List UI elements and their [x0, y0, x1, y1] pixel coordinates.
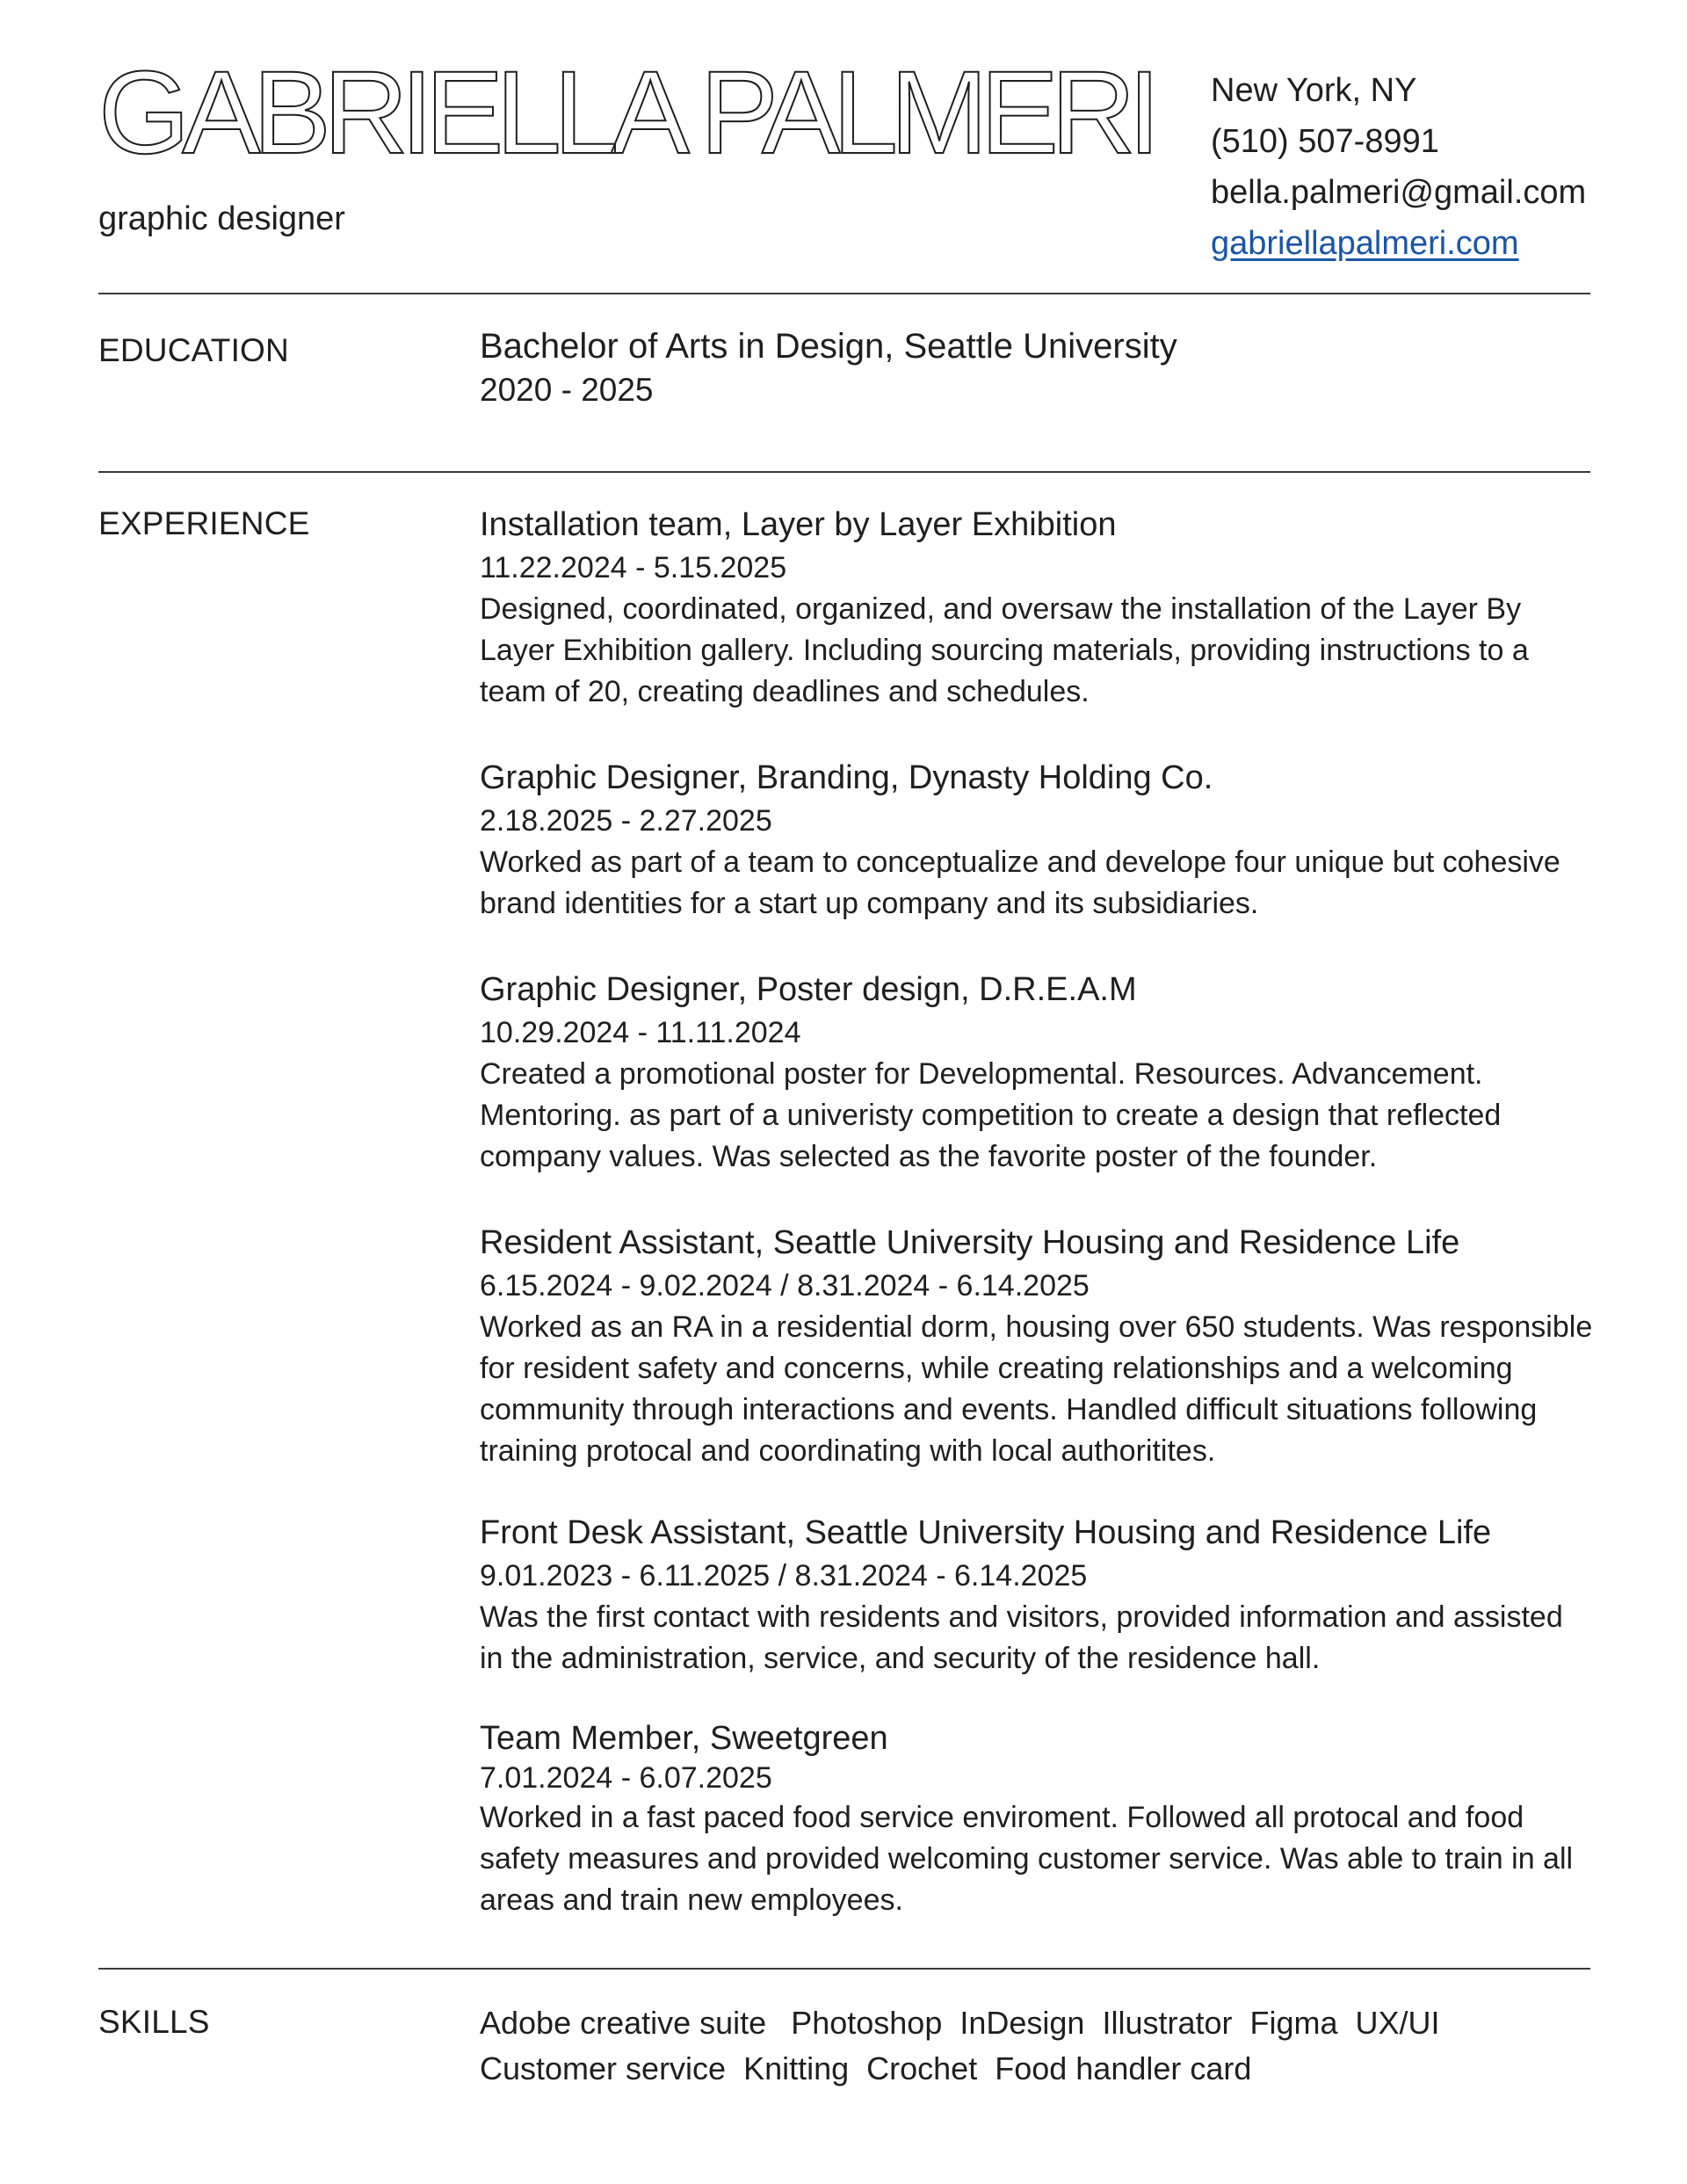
- skill-item: Knitting: [743, 2050, 850, 2086]
- skill-item: UX/UI: [1355, 2005, 1440, 2041]
- experience-title: Installation team, Layer by Layer Exhibition: [480, 506, 1117, 543]
- experience-title: Graphic Designer, Branding, Dynasty Holding Co.: [480, 759, 1213, 796]
- candidate-role: graphic designer: [98, 200, 345, 237]
- education-heading: EDUCATION: [98, 332, 289, 368]
- experience-title: Resident Assistant, Seattle University Housing and Residence Life: [480, 1224, 1460, 1261]
- experience-item: [480, 503, 1622, 713]
- experience-title: Front Desk Assistant, Seattle University Housing and Residence Life: [480, 1514, 1492, 1551]
- experience-item: [480, 1511, 1622, 1680]
- contact-phone: (510) 507-8991: [1211, 123, 1439, 160]
- skill-item: InDesign: [959, 2005, 1085, 2041]
- skill-item: Illustrator: [1102, 2005, 1233, 2041]
- skill-item: Food handler card: [995, 2050, 1252, 2086]
- experience-dates: 9.01.2023 - 6.11.2025 / 8.31.2024 - 6.14.2025: [480, 1559, 1088, 1593]
- skills-heading: SKILLS: [98, 2004, 210, 2040]
- experience-item: [480, 1221, 1622, 1472]
- experience-heading: EXPERIENCE: [98, 505, 310, 541]
- experience-item: [480, 968, 1622, 1178]
- experience-item: [480, 756, 1622, 925]
- experience-title: Team Member, Sweetgreen: [480, 1720, 888, 1757]
- candidate-name: GABRIELLA PALMERI: [98, 47, 1153, 178]
- experience-dates: 6.15.2024 - 9.02.2024 / 8.31.2024 - 6.14.2025: [480, 1269, 1090, 1302]
- experience-description: Designed, coordinated, organized, and oversaw the installation of the Layer By Layer Exhibition gallery. Including sourcing materials, providing instructions to a team of 20, creating deadlines and schedules.: [480, 592, 1529, 708]
- education-entry: [480, 323, 1622, 411]
- experience-description: Created a promotional poster for Developmental. Resources. Advancement. Mentoring. as part of a univeristy competition to create a design that reflected company values. Was selected as the favorite poster of the founder.: [480, 1057, 1502, 1173]
- education-years: 2020 - 2025: [480, 372, 654, 408]
- skill-item: Crochet: [866, 2050, 978, 2086]
- contact-email: bella.palmeri@gmail.com: [1211, 174, 1587, 211]
- education-degree: Bachelor of Arts in Design, Seattle University: [480, 327, 1177, 366]
- skills-row: [480, 2046, 1622, 2092]
- experience-item: [480, 1718, 1622, 1921]
- contact-location: New York, NY: [1211, 72, 1417, 109]
- divider: [98, 471, 1590, 473]
- website-link[interactable]: gabriellapalmeri.com: [1211, 225, 1519, 262]
- experience-dates: 7.01.2024 - 6.07.2025: [480, 1761, 772, 1795]
- experience-title: Graphic Designer, Poster design, D.R.E.A.M: [480, 971, 1137, 1008]
- experience-dates: 10.29.2024 - 11.11.2024: [480, 1016, 801, 1049]
- experience-dates: 2.18.2025 - 2.27.2025: [480, 804, 772, 838]
- divider: [98, 1968, 1590, 1970]
- experience-description: Was the first contact with residents and visitors, provided information and assisted in the administration, service, and security of the residence hall.: [480, 1600, 1563, 1675]
- skills-list: [480, 2000, 1622, 2092]
- experience-description: Worked in a fast paced food service enviroment. Followed all protocal and food safety measures and provided welcoming customer service. Was able to train in all areas and train new employees.: [480, 1801, 1574, 1917]
- experience-description: Worked as an RA in a residential dorm, housing over 650 students. Was responsible for resident safety and concerns, while creating relationships and a welcoming community through interactions and events. Handled difficult situations following training protocal and coordinating with local authoritites.: [480, 1310, 1593, 1468]
- skill-item: Adobe creative suite: [480, 2005, 767, 2041]
- contact-block: [1211, 65, 1586, 269]
- experience-dates: 11.22.2024 - 5.15.2025: [480, 551, 787, 584]
- skill-item: Figma: [1249, 2005, 1338, 2041]
- divider: [98, 293, 1590, 294]
- experience-description: Worked as part of a team to conceptualize and develope four unique but cohesive brand identities for a start up company and its subsidiaries.: [480, 845, 1560, 920]
- skill-item: Customer service: [480, 2050, 727, 2086]
- skill-item: Photoshop: [791, 2005, 943, 2041]
- skills-row: [480, 2000, 1622, 2046]
